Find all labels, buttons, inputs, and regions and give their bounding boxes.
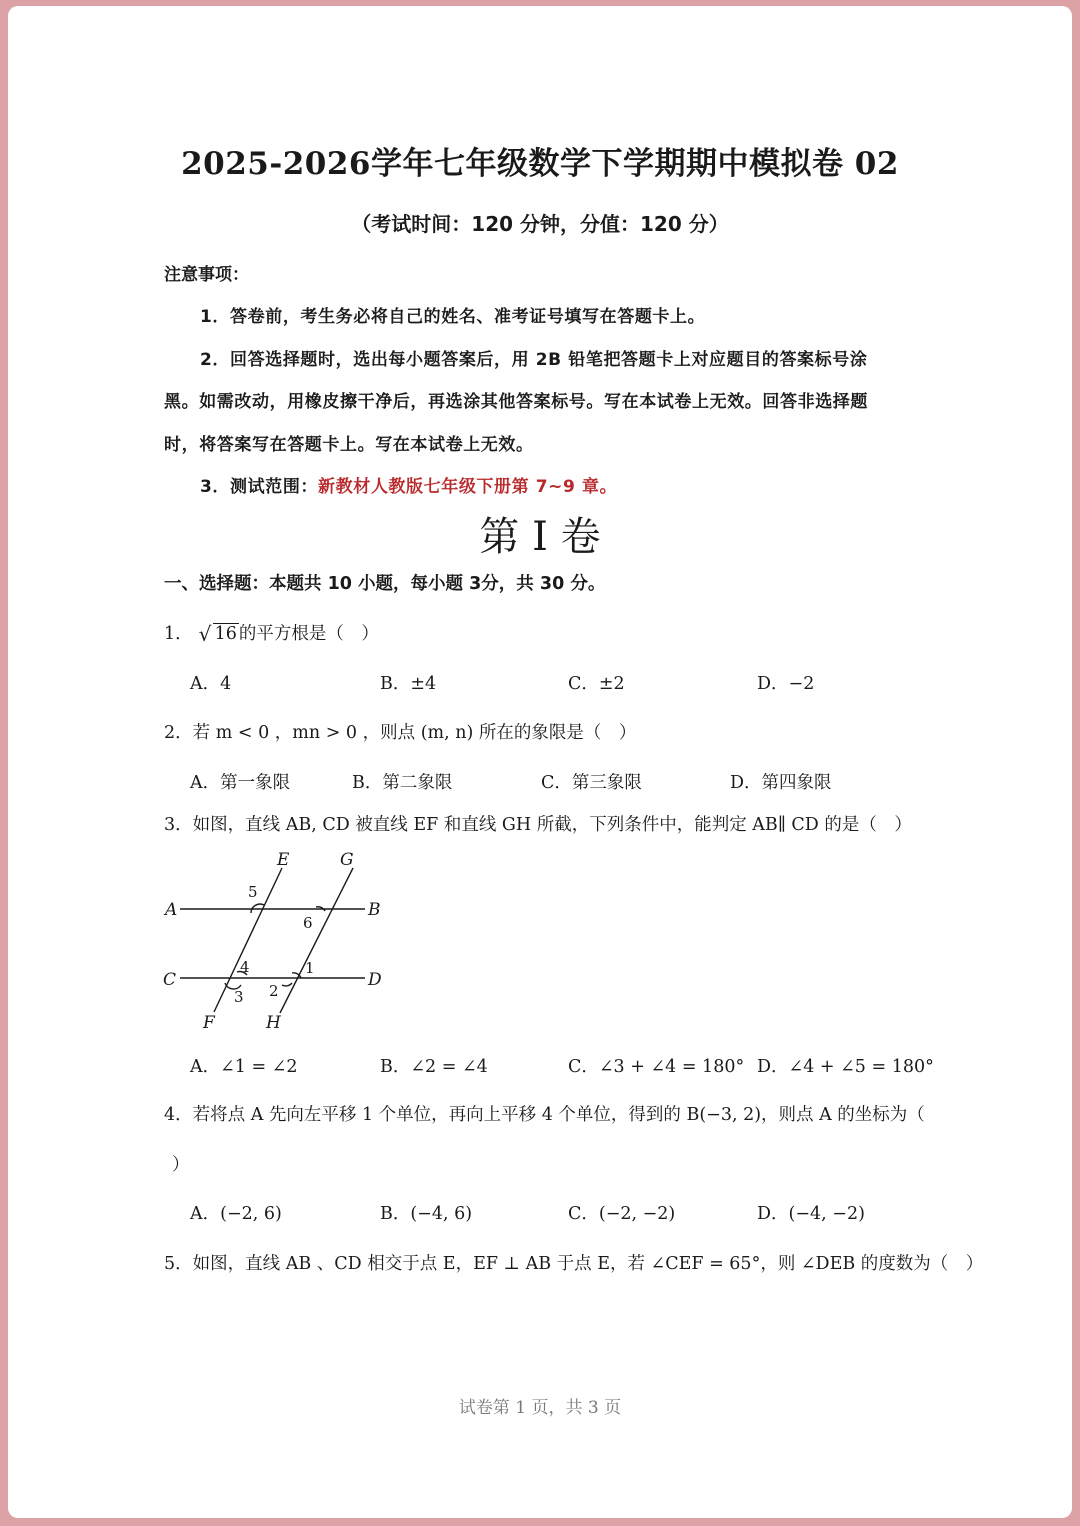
sqrt-symbol (199, 624, 239, 644)
q1-option-c[interactable]: C．±2 (568, 674, 625, 694)
notes-heading: 注意事项： (164, 265, 249, 285)
q3-figure (155, 845, 395, 1035)
label-c: C (163, 970, 177, 990)
label-a: A (165, 900, 178, 920)
q1-option-b[interactable]: B．±4 (380, 674, 437, 694)
angle-6-label: 6 (303, 914, 313, 932)
note-2-line-1: 2．回答选择题时，选出每小题答案后，用 2B 铅笔把答题卡上对应题目的答案标号涂 (200, 350, 868, 370)
q2-option-d[interactable]: D．第四象限 (730, 773, 832, 793)
question-3: 3．如图，直线 AB, CD 被直线 EF 和直线 GH 所截，下列条件中，能判定 AB∥ CD 的是（ ） (164, 815, 912, 835)
label-b: B (368, 900, 381, 920)
question-1 (164, 620, 379, 645)
q4-option-a[interactable]: A．(−2, 6) (190, 1204, 282, 1224)
angle-4-label: 4 (240, 958, 250, 976)
q1-radicand: 16 (214, 624, 237, 644)
q2-option-c[interactable]: C．第三象限 (541, 773, 642, 793)
label-g: G (340, 850, 354, 870)
q3-option-d[interactable]: D．∠4 + ∠5 = 180° (757, 1057, 934, 1077)
section-heading: 一、选择题：本题共 10 小题，每小题 3分，共 30 分。 (164, 574, 606, 594)
q1-option-a[interactable]: A．4 (190, 674, 232, 694)
angle-2-label: 2 (269, 982, 279, 1000)
question-4-line-1: 4．若将点 A 先向左平移 1 个单位，再向上平移 4 个单位，得到的 B(−3, 2)，则点 A 的坐标为（ (164, 1105, 925, 1125)
question-4-line-2: ） (172, 1155, 190, 1175)
angle-2-arc (282, 983, 292, 986)
label-h: H (266, 1013, 281, 1033)
q1-number: 1． (164, 624, 193, 644)
q4-option-d[interactable]: D．(−4, −2) (757, 1204, 865, 1224)
question-5: 5．如图，直线 AB 、CD 相交于点 E，EF ⊥ AB 于点 E，若 ∠CEF = 65°，则 ∠DEB 的度数为（ ） (164, 1254, 984, 1274)
note-2-line-2: 黑。如需改动，用橡皮擦干净后，再选涂其他答案标号。写在本试卷上无效。回答非选择题 (164, 392, 868, 412)
line-gh (280, 868, 353, 1013)
q1-option-d[interactable]: D．−2 (757, 674, 815, 694)
note-3-range: 新教材人教版七年级下册第 7~9 章。 (318, 477, 618, 497)
label-f: F (203, 1013, 215, 1033)
q4-option-c[interactable]: C．(−2, −2) (568, 1204, 676, 1224)
angle-1-label: 1 (305, 959, 315, 977)
q2-option-a[interactable]: A．第一象限 (190, 773, 291, 793)
note-2-line-3: 时，将答案写在答题卡上。写在本试卷上无效。 (164, 435, 534, 455)
note-3 (200, 472, 617, 497)
note-3-prefix: 3．测试范围： (200, 477, 319, 497)
q4-option-b[interactable]: B．(−4, 6) (380, 1204, 473, 1224)
angle-3-label: 3 (234, 988, 244, 1006)
volume-title: 第 I 卷 (479, 514, 601, 560)
q2-option-b[interactable]: B．第二象限 (352, 773, 453, 793)
question-2: 2．若 m < 0 ，mn > 0 ，则点 (m, n) 所在的象限是（ ） (164, 723, 637, 743)
note-1: 1．答卷前，考生务必将自己的姓名、准考证号填写在答题卡上。 (200, 307, 706, 327)
page-footer: 试卷第 1 页，共 3 页 (458, 1398, 622, 1418)
q1-text: 的平方根是（ ） (238, 624, 379, 644)
exam-title: 2025-2026学年七年级数学下学期期中模拟卷 02 (181, 146, 899, 182)
q3-option-b[interactable]: B．∠2 = ∠4 (380, 1057, 488, 1077)
angle-5-label: 5 (248, 883, 258, 901)
exam-subtitle: （考试时间：120 分钟，分值：120 分） (351, 212, 729, 236)
label-d: D (368, 970, 382, 990)
q3-option-c[interactable]: C．∠3 + ∠4 = 180° (568, 1057, 745, 1077)
q3-option-a[interactable]: A．∠1 = ∠2 (190, 1057, 298, 1077)
label-e: E (277, 850, 290, 870)
